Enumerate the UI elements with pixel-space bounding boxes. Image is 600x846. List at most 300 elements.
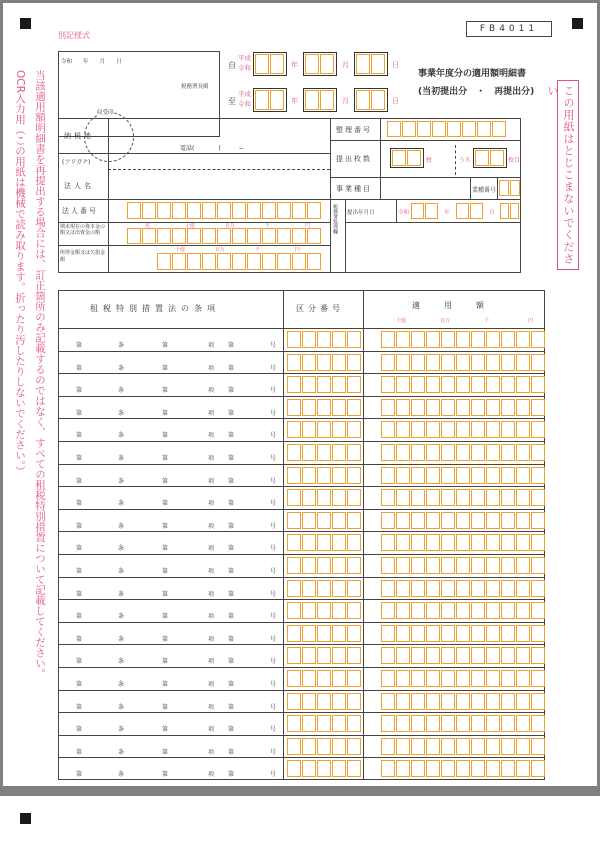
- category-number-digit-box[interactable]: [302, 534, 316, 551]
- applied-amount-digit-box[interactable]: [471, 421, 485, 438]
- applied-amount-digit-box[interactable]: [426, 512, 440, 529]
- income-digit-box[interactable]: [232, 253, 246, 270]
- applied-amount-digit-box[interactable]: [381, 421, 395, 438]
- capital-digit-box[interactable]: [247, 228, 261, 244]
- applied-amount-digit-box[interactable]: [471, 354, 485, 371]
- category-number-digit-box[interactable]: [287, 421, 301, 438]
- applied-amount-digit-box[interactable]: [396, 760, 410, 777]
- category-number-digit-box[interactable]: [287, 693, 301, 710]
- applied-amount-digit-box[interactable]: [471, 399, 485, 416]
- period-from-day-digit-box[interactable]: [356, 54, 370, 74]
- applied-amount-digit-box[interactable]: [396, 467, 410, 484]
- applied-amount-digit-box[interactable]: [516, 534, 530, 551]
- income-digit-box[interactable]: [157, 253, 171, 270]
- applied-amount-digit-box[interactable]: [531, 421, 545, 438]
- category-number-digit-box[interactable]: [302, 399, 316, 416]
- applied-amount-digit-box[interactable]: [396, 376, 410, 393]
- corp-number-digit-box[interactable]: [127, 202, 141, 219]
- applied-amount-digit-box[interactable]: [501, 602, 515, 619]
- applied-amount-digit-box[interactable]: [381, 580, 395, 597]
- category-number-digit-box[interactable]: [302, 421, 316, 438]
- category-number-digit-box[interactable]: [302, 647, 316, 664]
- applied-amount-digit-box[interactable]: [501, 534, 515, 551]
- category-number-digit-box[interactable]: [287, 760, 301, 777]
- applied-amount-digit-box[interactable]: [486, 489, 500, 506]
- applied-amount-digit-box[interactable]: [426, 580, 440, 597]
- capital-digit-box[interactable]: [127, 228, 141, 244]
- applied-amount-digit-box[interactable]: [381, 444, 395, 461]
- category-number-digit-box[interactable]: [347, 534, 361, 551]
- applied-amount-digit-box[interactable]: [411, 738, 425, 755]
- corp-number-digit-box[interactable]: [277, 202, 291, 219]
- category-number-digit-box[interactable]: [317, 715, 331, 732]
- ref-number-digit-box[interactable]: [432, 121, 446, 137]
- applied-amount-digit-box[interactable]: [531, 467, 545, 484]
- applied-amount-digit-box[interactable]: [471, 647, 485, 664]
- capital-digit-box[interactable]: [262, 228, 276, 244]
- applied-amount-digit-box[interactable]: [516, 421, 530, 438]
- applied-amount-digit-box[interactable]: [426, 354, 440, 371]
- applied-amount-digit-box[interactable]: [396, 557, 410, 574]
- applied-amount-digit-box[interactable]: [531, 354, 545, 371]
- income-digit-box[interactable]: [172, 253, 186, 270]
- category-number-digit-box[interactable]: [287, 602, 301, 619]
- applied-amount-digit-box[interactable]: [441, 715, 455, 732]
- applied-amount-digit-box[interactable]: [471, 602, 485, 619]
- applied-amount-digit-box[interactable]: [426, 760, 440, 777]
- category-number-digit-box[interactable]: [302, 489, 316, 506]
- applied-amount-digit-box[interactable]: [486, 354, 500, 371]
- applied-amount-digit-box[interactable]: [516, 512, 530, 529]
- category-number-digit-box[interactable]: [302, 331, 316, 348]
- category-number-digit-box[interactable]: [347, 693, 361, 710]
- applied-amount-digit-box[interactable]: [531, 738, 545, 755]
- applied-amount-digit-box[interactable]: [516, 580, 530, 597]
- applied-amount-digit-box[interactable]: [381, 557, 395, 574]
- applied-amount-digit-box[interactable]: [486, 715, 500, 732]
- category-number-digit-box[interactable]: [302, 693, 316, 710]
- applied-amount-digit-box[interactable]: [381, 625, 395, 642]
- period-to-month-digit-box[interactable]: [305, 90, 319, 110]
- capital-digit-box[interactable]: [292, 228, 306, 244]
- corp-number-digit-box[interactable]: [262, 202, 276, 219]
- applied-amount-digit-box[interactable]: [411, 444, 425, 461]
- applied-amount-digit-box[interactable]: [501, 715, 515, 732]
- applied-amount-digit-box[interactable]: [411, 376, 425, 393]
- applied-amount-digit-box[interactable]: [486, 534, 500, 551]
- applied-amount-digit-box[interactable]: [381, 670, 395, 687]
- category-number-digit-box[interactable]: [287, 738, 301, 755]
- submit-month-digit-box[interactable]: [456, 203, 469, 219]
- applied-amount-digit-box[interactable]: [501, 331, 515, 348]
- applied-amount-digit-box[interactable]: [456, 331, 470, 348]
- applied-amount-digit-box[interactable]: [471, 670, 485, 687]
- applied-amount-digit-box[interactable]: [396, 738, 410, 755]
- submit-day-digit-box[interactable]: [500, 203, 509, 219]
- category-number-digit-box[interactable]: [317, 331, 331, 348]
- applied-amount-digit-box[interactable]: [381, 376, 395, 393]
- corp-number-digit-box[interactable]: [232, 202, 246, 219]
- applied-amount-digit-box[interactable]: [381, 354, 395, 371]
- applied-amount-digit-box[interactable]: [531, 376, 545, 393]
- applied-amount-digit-box[interactable]: [441, 693, 455, 710]
- applied-amount-digit-box[interactable]: [396, 399, 410, 416]
- applied-amount-digit-box[interactable]: [516, 693, 530, 710]
- category-number-digit-box[interactable]: [347, 580, 361, 597]
- applied-amount-digit-box[interactable]: [486, 738, 500, 755]
- applied-amount-digit-box[interactable]: [501, 557, 515, 574]
- applied-amount-digit-box[interactable]: [486, 444, 500, 461]
- applied-amount-digit-box[interactable]: [426, 399, 440, 416]
- applied-amount-digit-box[interactable]: [411, 534, 425, 551]
- ref-number-digit-box[interactable]: [492, 121, 506, 137]
- applied-amount-digit-box[interactable]: [531, 647, 545, 664]
- category-number-digit-box[interactable]: [317, 467, 331, 484]
- applied-amount-digit-box[interactable]: [531, 625, 545, 642]
- applied-amount-digit-box[interactable]: [501, 467, 515, 484]
- category-number-digit-box[interactable]: [332, 421, 346, 438]
- applied-amount-digit-box[interactable]: [456, 489, 470, 506]
- applied-amount-digit-box[interactable]: [396, 421, 410, 438]
- category-number-digit-box[interactable]: [332, 557, 346, 574]
- category-number-digit-box[interactable]: [302, 512, 316, 529]
- applied-amount-digit-box[interactable]: [486, 580, 500, 597]
- applied-amount-digit-box[interactable]: [396, 693, 410, 710]
- category-number-digit-box[interactable]: [347, 647, 361, 664]
- applied-amount-digit-box[interactable]: [486, 625, 500, 642]
- applied-amount-digit-box[interactable]: [441, 376, 455, 393]
- applied-amount-digit-box[interactable]: [456, 467, 470, 484]
- category-number-digit-box[interactable]: [302, 557, 316, 574]
- applied-amount-digit-box[interactable]: [426, 602, 440, 619]
- income-digit-box[interactable]: [307, 253, 321, 270]
- applied-amount-digit-box[interactable]: [381, 715, 395, 732]
- category-number-digit-box[interactable]: [317, 421, 331, 438]
- applied-amount-digit-box[interactable]: [426, 557, 440, 574]
- applied-amount-digit-box[interactable]: [441, 467, 455, 484]
- category-number-digit-box[interactable]: [347, 331, 361, 348]
- applied-amount-digit-box[interactable]: [426, 693, 440, 710]
- category-number-digit-box[interactable]: [332, 760, 346, 777]
- category-number-digit-box[interactable]: [347, 489, 361, 506]
- category-number-digit-box[interactable]: [347, 738, 361, 755]
- applied-amount-digit-box[interactable]: [441, 557, 455, 574]
- applied-amount-digit-box[interactable]: [396, 715, 410, 732]
- category-number-digit-box[interactable]: [287, 399, 301, 416]
- corp-number-digit-box[interactable]: [202, 202, 216, 219]
- applied-amount-digit-box[interactable]: [501, 354, 515, 371]
- corp-number-digit-box[interactable]: [187, 202, 201, 219]
- category-number-digit-box[interactable]: [332, 331, 346, 348]
- applied-amount-digit-box[interactable]: [516, 602, 530, 619]
- applied-amount-digit-box[interactable]: [441, 489, 455, 506]
- applied-amount-digit-box[interactable]: [456, 354, 470, 371]
- applied-amount-digit-box[interactable]: [516, 489, 530, 506]
- industry-code-digit-box[interactable]: [510, 180, 520, 196]
- applied-amount-digit-box[interactable]: [411, 625, 425, 642]
- applied-amount-digit-box[interactable]: [426, 421, 440, 438]
- applied-amount-digit-box[interactable]: [456, 399, 470, 416]
- applied-amount-digit-box[interactable]: [381, 467, 395, 484]
- applied-amount-digit-box[interactable]: [531, 580, 545, 597]
- category-number-digit-box[interactable]: [332, 625, 346, 642]
- income-digit-box[interactable]: [262, 253, 276, 270]
- applied-amount-digit-box[interactable]: [456, 625, 470, 642]
- applied-amount-digit-box[interactable]: [411, 602, 425, 619]
- applied-amount-digit-box[interactable]: [531, 489, 545, 506]
- applied-amount-digit-box[interactable]: [411, 557, 425, 574]
- applied-amount-digit-box[interactable]: [381, 602, 395, 619]
- applied-amount-digit-box[interactable]: [411, 489, 425, 506]
- category-number-digit-box[interactable]: [347, 670, 361, 687]
- applied-amount-digit-box[interactable]: [381, 534, 395, 551]
- applied-amount-digit-box[interactable]: [396, 602, 410, 619]
- category-number-digit-box[interactable]: [347, 602, 361, 619]
- applied-amount-digit-box[interactable]: [456, 512, 470, 529]
- applied-amount-digit-box[interactable]: [441, 534, 455, 551]
- period-from-month-digit-box[interactable]: [305, 54, 319, 74]
- category-number-digit-box[interactable]: [347, 376, 361, 393]
- applied-amount-digit-box[interactable]: [516, 647, 530, 664]
- applied-amount-digit-box[interactable]: [456, 580, 470, 597]
- period-to-month-digit-box[interactable]: [320, 90, 334, 110]
- applied-amount-digit-box[interactable]: [486, 557, 500, 574]
- applied-amount-digit-box[interactable]: [456, 534, 470, 551]
- applied-amount-digit-box[interactable]: [471, 512, 485, 529]
- income-digit-box[interactable]: [292, 253, 306, 270]
- category-number-digit-box[interactable]: [302, 444, 316, 461]
- capital-digit-box[interactable]: [202, 228, 216, 244]
- applied-amount-digit-box[interactable]: [531, 760, 545, 777]
- period-from-month-digit-box[interactable]: [320, 54, 334, 74]
- applied-amount-digit-box[interactable]: [441, 580, 455, 597]
- applied-amount-digit-box[interactable]: [501, 444, 515, 461]
- period-to-day-digit-box[interactable]: [356, 90, 370, 110]
- applied-amount-digit-box[interactable]: [516, 557, 530, 574]
- applied-amount-digit-box[interactable]: [441, 331, 455, 348]
- applied-amount-digit-box[interactable]: [396, 354, 410, 371]
- applied-amount-digit-box[interactable]: [471, 760, 485, 777]
- capital-digit-box[interactable]: [172, 228, 186, 244]
- capital-digit-box[interactable]: [307, 228, 321, 244]
- applied-amount-digit-box[interactable]: [381, 399, 395, 416]
- applied-amount-digit-box[interactable]: [381, 693, 395, 710]
- applied-amount-digit-box[interactable]: [426, 331, 440, 348]
- applied-amount-digit-box[interactable]: [456, 670, 470, 687]
- category-number-digit-box[interactable]: [287, 331, 301, 348]
- applied-amount-digit-box[interactable]: [471, 738, 485, 755]
- category-number-digit-box[interactable]: [317, 738, 331, 755]
- category-number-digit-box[interactable]: [317, 625, 331, 642]
- applied-amount-digit-box[interactable]: [516, 760, 530, 777]
- applied-amount-digit-box[interactable]: [441, 647, 455, 664]
- capital-digit-box[interactable]: [187, 228, 201, 244]
- applied-amount-digit-box[interactable]: [516, 738, 530, 755]
- applied-amount-digit-box[interactable]: [426, 647, 440, 664]
- applied-amount-digit-box[interactable]: [411, 512, 425, 529]
- applied-amount-digit-box[interactable]: [396, 444, 410, 461]
- applied-amount-digit-box[interactable]: [516, 625, 530, 642]
- corp-number-digit-box[interactable]: [172, 202, 186, 219]
- applied-amount-digit-box[interactable]: [456, 602, 470, 619]
- applied-amount-digit-box[interactable]: [516, 670, 530, 687]
- category-number-digit-box[interactable]: [332, 602, 346, 619]
- submit-year-digit-box[interactable]: [411, 203, 424, 219]
- category-number-digit-box[interactable]: [347, 467, 361, 484]
- applied-amount-digit-box[interactable]: [486, 647, 500, 664]
- category-number-digit-box[interactable]: [332, 376, 346, 393]
- sheets-total-digit-box[interactable]: [407, 150, 421, 166]
- applied-amount-digit-box[interactable]: [456, 647, 470, 664]
- category-number-digit-box[interactable]: [347, 354, 361, 371]
- category-number-digit-box[interactable]: [317, 489, 331, 506]
- period-to-day-digit-box[interactable]: [371, 90, 385, 110]
- applied-amount-digit-box[interactable]: [396, 512, 410, 529]
- category-number-digit-box[interactable]: [287, 647, 301, 664]
- industry-code-digit-box[interactable]: [499, 180, 509, 196]
- applied-amount-digit-box[interactable]: [486, 670, 500, 687]
- applied-amount-digit-box[interactable]: [426, 376, 440, 393]
- applied-amount-digit-box[interactable]: [471, 467, 485, 484]
- applied-amount-digit-box[interactable]: [501, 693, 515, 710]
- applied-amount-digit-box[interactable]: [531, 512, 545, 529]
- period-to-year-digit-box[interactable]: [270, 90, 284, 110]
- applied-amount-digit-box[interactable]: [501, 647, 515, 664]
- applied-amount-digit-box[interactable]: [396, 534, 410, 551]
- applied-amount-digit-box[interactable]: [471, 715, 485, 732]
- applied-amount-digit-box[interactable]: [471, 331, 485, 348]
- applied-amount-digit-box[interactable]: [456, 715, 470, 732]
- applied-amount-digit-box[interactable]: [441, 512, 455, 529]
- category-number-digit-box[interactable]: [287, 354, 301, 371]
- applied-amount-digit-box[interactable]: [456, 760, 470, 777]
- applied-amount-digit-box[interactable]: [411, 670, 425, 687]
- applied-amount-digit-box[interactable]: [501, 580, 515, 597]
- applied-amount-digit-box[interactable]: [426, 715, 440, 732]
- category-number-digit-box[interactable]: [347, 557, 361, 574]
- category-number-digit-box[interactable]: [347, 512, 361, 529]
- applied-amount-digit-box[interactable]: [516, 715, 530, 732]
- applied-amount-digit-box[interactable]: [501, 376, 515, 393]
- applied-amount-digit-box[interactable]: [411, 693, 425, 710]
- category-number-digit-box[interactable]: [302, 602, 316, 619]
- category-number-digit-box[interactable]: [302, 376, 316, 393]
- category-number-digit-box[interactable]: [332, 580, 346, 597]
- applied-amount-digit-box[interactable]: [411, 354, 425, 371]
- income-digit-box[interactable]: [277, 253, 291, 270]
- category-number-digit-box[interactable]: [332, 444, 346, 461]
- category-number-digit-box[interactable]: [317, 580, 331, 597]
- income-digit-box[interactable]: [217, 253, 231, 270]
- applied-amount-digit-box[interactable]: [486, 512, 500, 529]
- category-number-digit-box[interactable]: [347, 760, 361, 777]
- period-from-day-digit-box[interactable]: [371, 54, 385, 74]
- applied-amount-digit-box[interactable]: [531, 602, 545, 619]
- applied-amount-digit-box[interactable]: [486, 421, 500, 438]
- period-to-year-digit-box[interactable]: [255, 90, 269, 110]
- category-number-digit-box[interactable]: [317, 557, 331, 574]
- applied-amount-digit-box[interactable]: [426, 489, 440, 506]
- applied-amount-digit-box[interactable]: [456, 738, 470, 755]
- category-number-digit-box[interactable]: [317, 376, 331, 393]
- submit-year-digit-box[interactable]: [425, 203, 438, 219]
- applied-amount-digit-box[interactable]: [471, 489, 485, 506]
- category-number-digit-box[interactable]: [302, 738, 316, 755]
- applied-amount-digit-box[interactable]: [471, 534, 485, 551]
- category-number-digit-box[interactable]: [332, 670, 346, 687]
- category-number-digit-box[interactable]: [332, 715, 346, 732]
- ref-number-digit-box[interactable]: [417, 121, 431, 137]
- period-from-year-digit-box[interactable]: [255, 54, 269, 74]
- applied-amount-digit-box[interactable]: [516, 444, 530, 461]
- applied-amount-digit-box[interactable]: [441, 625, 455, 642]
- category-number-digit-box[interactable]: [302, 580, 316, 597]
- applied-amount-digit-box[interactable]: [411, 399, 425, 416]
- applied-amount-digit-box[interactable]: [396, 580, 410, 597]
- category-number-digit-box[interactable]: [302, 467, 316, 484]
- applied-amount-digit-box[interactable]: [531, 399, 545, 416]
- category-number-digit-box[interactable]: [287, 512, 301, 529]
- category-number-digit-box[interactable]: [317, 693, 331, 710]
- category-number-digit-box[interactable]: [302, 715, 316, 732]
- sheet-index-digit-box[interactable]: [475, 150, 489, 166]
- period-from-year-digit-box[interactable]: [270, 54, 284, 74]
- applied-amount-digit-box[interactable]: [486, 467, 500, 484]
- category-number-digit-box[interactable]: [287, 444, 301, 461]
- applied-amount-digit-box[interactable]: [381, 760, 395, 777]
- applied-amount-digit-box[interactable]: [411, 331, 425, 348]
- ref-number-digit-box[interactable]: [402, 121, 416, 137]
- submit-day-digit-box[interactable]: [510, 203, 519, 219]
- applied-amount-digit-box[interactable]: [426, 625, 440, 642]
- category-number-digit-box[interactable]: [332, 512, 346, 529]
- applied-amount-digit-box[interactable]: [441, 738, 455, 755]
- applied-amount-digit-box[interactable]: [531, 693, 545, 710]
- applied-amount-digit-box[interactable]: [441, 670, 455, 687]
- applied-amount-digit-box[interactable]: [486, 693, 500, 710]
- category-number-digit-box[interactable]: [317, 354, 331, 371]
- applied-amount-digit-box[interactable]: [456, 421, 470, 438]
- applied-amount-digit-box[interactable]: [501, 399, 515, 416]
- ref-number-digit-box[interactable]: [462, 121, 476, 137]
- applied-amount-digit-box[interactable]: [516, 354, 530, 371]
- category-number-digit-box[interactable]: [332, 354, 346, 371]
- applied-amount-digit-box[interactable]: [411, 647, 425, 664]
- applied-amount-digit-box[interactable]: [441, 354, 455, 371]
- capital-digit-box[interactable]: [232, 228, 246, 244]
- applied-amount-digit-box[interactable]: [426, 444, 440, 461]
- applied-amount-digit-box[interactable]: [531, 534, 545, 551]
- applied-amount-digit-box[interactable]: [516, 467, 530, 484]
- applied-amount-digit-box[interactable]: [516, 376, 530, 393]
- applied-amount-digit-box[interactable]: [381, 738, 395, 755]
- applied-amount-digit-box[interactable]: [501, 421, 515, 438]
- category-number-digit-box[interactable]: [317, 534, 331, 551]
- income-digit-box[interactable]: [247, 253, 261, 270]
- capital-digit-box[interactable]: [277, 228, 291, 244]
- category-number-digit-box[interactable]: [332, 738, 346, 755]
- category-number-digit-box[interactable]: [302, 625, 316, 642]
- income-digit-box[interactable]: [187, 253, 201, 270]
- applied-amount-digit-box[interactable]: [441, 399, 455, 416]
- applied-amount-digit-box[interactable]: [486, 399, 500, 416]
- applied-amount-digit-box[interactable]: [396, 625, 410, 642]
- category-number-digit-box[interactable]: [287, 670, 301, 687]
- category-number-digit-box[interactable]: [332, 534, 346, 551]
- applied-amount-digit-box[interactable]: [531, 444, 545, 461]
- applied-amount-digit-box[interactable]: [501, 738, 515, 755]
- applied-amount-digit-box[interactable]: [396, 670, 410, 687]
